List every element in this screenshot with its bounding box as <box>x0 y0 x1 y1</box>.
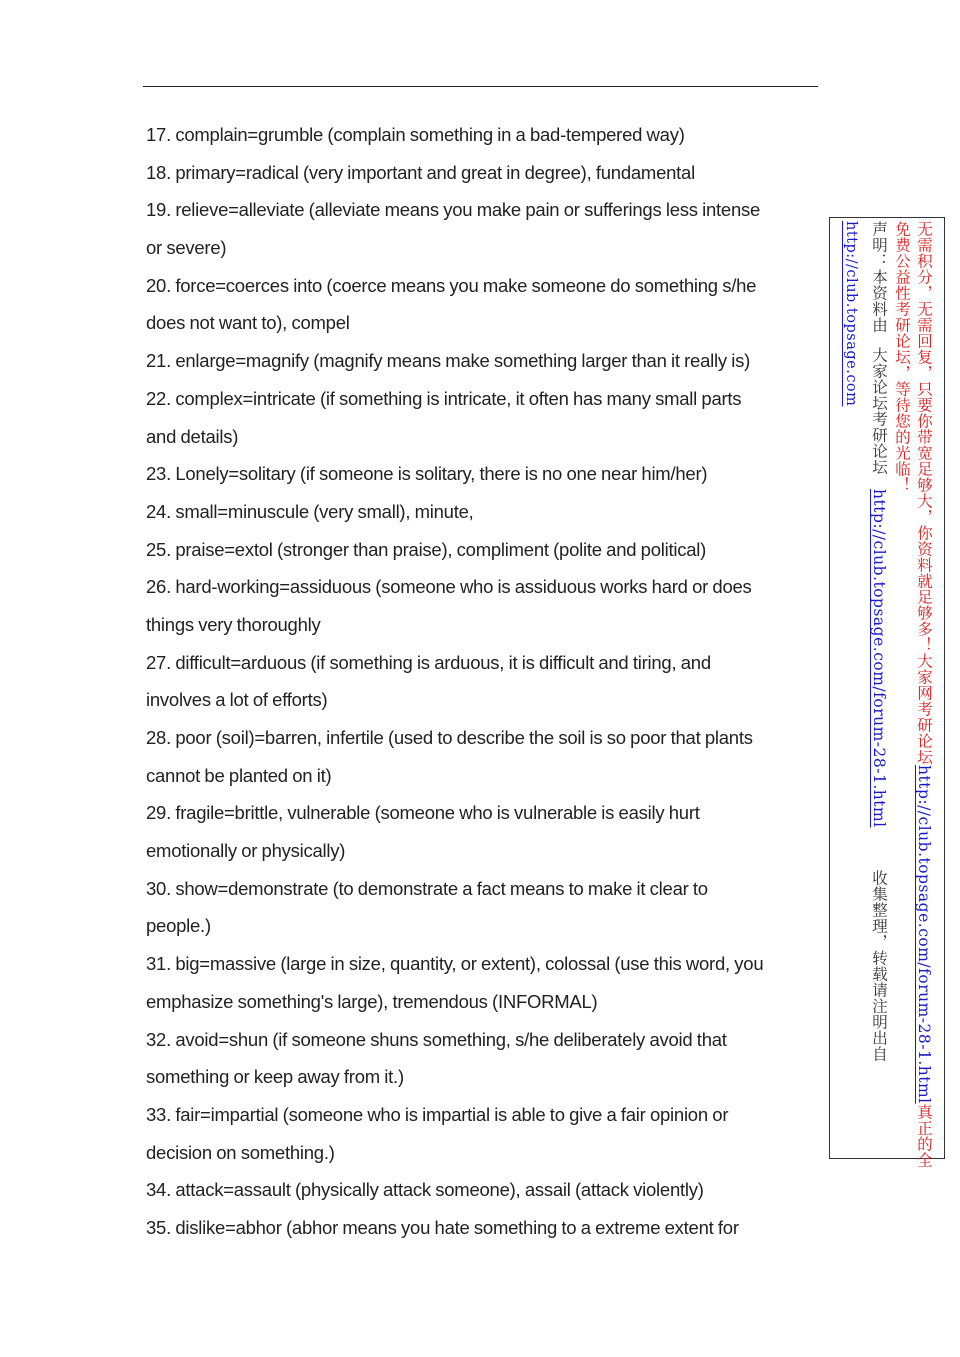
text-line: something or keep away from it.) <box>146 1066 404 1088</box>
text-line: 31. big=massive (large in size, quantity, or extent), colossal (use this word, you <box>146 953 764 975</box>
text-line: 19. relieve=alleviate (alleviate means you make pain or sufferings less intense <box>146 199 761 221</box>
text-line: emphasize something's large), tremendous (INFORMAL) <box>146 990 598 1012</box>
text-line: does not want to), compel <box>146 312 350 334</box>
copyright-notice <box>869 221 889 1062</box>
text-line: 27. difficult=arduous (if something is arduous, it is difficult and tiring, and <box>146 651 711 673</box>
text-line: 20. force=coerces into (coerce means you make someone do something s/he <box>146 274 757 296</box>
text-line: emotionally or physically) <box>146 840 346 862</box>
promo-text-tail: 真正的全 <box>915 1103 933 1168</box>
notice-text: 声明：本资料由 <box>870 221 888 333</box>
forum-promo-text-2 <box>892 221 912 493</box>
text-line: 35. dislike=abhor (abhor means you hate something to a extreme extent for <box>146 1216 739 1238</box>
text-line: people.) <box>146 915 211 937</box>
text-line: cannot be planted on it) <box>146 764 332 786</box>
text-line: 21. enlarge=magnify (magnify means make something larger than it really is) <box>146 350 751 372</box>
text-line: 22. complex=intricate (if something is intricate, it often has many small parts <box>146 387 742 409</box>
text-line: 26. hard-working=assiduous (someone who is assiduous works hard or does <box>146 576 752 598</box>
forum-name: 大家论坛考研论坛 <box>870 347 888 475</box>
forum-promo-text <box>914 221 934 1168</box>
notice-text-tail: 收集整理，转载请注明出自 <box>870 869 888 1062</box>
text-line: 28. poor (soil)=barren, infertile (used to describe the soil is so poor that plants <box>146 727 753 748</box>
promo-text: 无需积分，无需回复，只要你带宽足够大，你资料就足够多！大家网考研论坛 <box>915 221 933 765</box>
header-rule <box>143 86 818 87</box>
promo-text-line2: 免费公益性考研论坛，等待您的光临！ <box>893 221 911 493</box>
text-line: involves a lot of efforts) <box>146 689 328 711</box>
vocabulary-list <box>146 116 818 1247</box>
text-line: 25. praise=extol (stronger than praise), compliment (polite and political) <box>146 538 707 560</box>
forum-link[interactable]: http://club.topsage.com/forum-28-1.html <box>915 765 933 1104</box>
text-line: or severe) <box>146 237 227 259</box>
text-line: 34. attack=assault (physically attack someone), assail (attack violently) <box>146 1179 704 1201</box>
text-line: 23. Lonely=solitary (if someone is solitary, there is no one near him/her) <box>146 463 708 485</box>
text-line: 32. avoid=shun (if someone shuns something, s/he deliberately avoid that <box>146 1028 727 1050</box>
text-line: 18. primary=radical (very important and great in degree), fundamental <box>146 161 695 183</box>
text-line: 33. fair=impartial (someone who is impartial is able to give a fair opinion or <box>146 1103 729 1125</box>
forum-link[interactable]: http://club.topsage.com/forum-28-1.html <box>870 489 888 828</box>
text-line: 29. fragile=brittle, vulnerable (someone who is vulnerable is easily hurt <box>146 802 700 824</box>
text-line: 24. small=minuscule (very small), minute, <box>146 500 474 522</box>
text-line: 17. complain=grumble (complain something in a bad-tempered way) <box>146 124 685 145</box>
text-line: decision on something.) <box>146 1141 335 1163</box>
text-line: and details) <box>146 425 239 447</box>
text-line: 30. show=demonstrate (to demonstrate a fact means to make it clear to <box>146 877 708 899</box>
text-line: things very thoroughly <box>146 613 321 635</box>
forum-notice-box <box>829 217 945 1168</box>
site-link[interactable]: http://club.topsage.com <box>843 221 859 407</box>
